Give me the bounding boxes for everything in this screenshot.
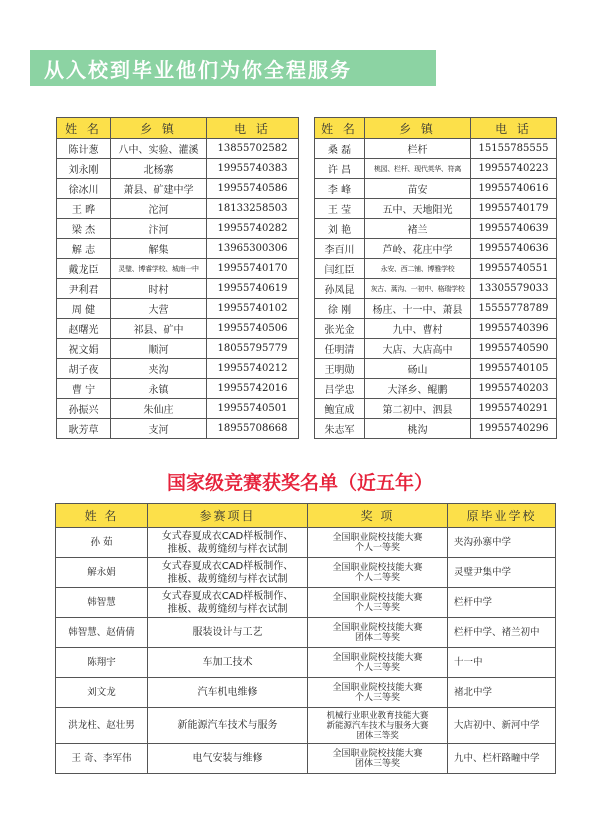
contact-phone: 19955740396 <box>471 319 557 339</box>
contact-town: 汴河 <box>111 219 207 239</box>
contact-name: 刘 艳 <box>315 219 365 239</box>
table-row <box>57 139 299 159</box>
contact-phone: 19955740551 <box>471 259 557 279</box>
table-row <box>57 159 299 179</box>
table-row <box>315 279 557 299</box>
contact-name: 李百川 <box>315 239 365 259</box>
project-line: 推板、裁剪缝纫与样衣试制 <box>167 603 288 615</box>
table-row <box>57 239 299 259</box>
award-cell <box>308 648 448 678</box>
contact-name: 桑 磊 <box>315 139 365 159</box>
student-name: 洪龙柱、赵壮男 <box>56 708 148 744</box>
contact-name: 鲍宜成 <box>315 399 365 419</box>
contact-phone: 19955740170 <box>207 259 299 279</box>
project-line: 女式春夏成衣CAD样板制作、 <box>161 560 294 572</box>
section-banner <box>30 50 436 86</box>
table-row <box>315 319 557 339</box>
contact-town: 解集 <box>111 239 207 259</box>
project-cell <box>148 618 308 648</box>
award-line: 全国职业院校技能大赛 <box>332 622 423 633</box>
contact-town: 灰古、蒿沟、一初中、格瑞学校 <box>365 279 471 299</box>
table-row <box>315 199 557 219</box>
award-cell <box>308 528 448 558</box>
table-row <box>57 199 299 219</box>
table-row <box>57 299 299 319</box>
table-row <box>315 359 557 379</box>
contact-phone: 13965300306 <box>207 239 299 259</box>
table-row <box>315 219 557 239</box>
award-line: 全国职业院校技能大赛 <box>332 592 423 603</box>
contact-name: 戴龙臣 <box>57 259 111 279</box>
contact-name: 吕学忠 <box>315 379 365 399</box>
contact-town: 第二初中、泗县 <box>365 399 471 419</box>
table-row <box>57 219 299 239</box>
contact-name: 闫红臣 <box>315 259 365 279</box>
contact-phone: 19955740636 <box>471 239 557 259</box>
project-cell <box>148 558 308 588</box>
table-row <box>315 299 557 319</box>
award-line: 个人三等奖 <box>354 602 400 613</box>
award-line: 全国职业院校技能大赛 <box>332 682 423 693</box>
contact-name: 尹利君 <box>57 279 111 299</box>
col-project-header: 参赛项目 <box>148 504 308 528</box>
contact-phone: 19955740223 <box>471 159 557 179</box>
award-line: 团体二等奖 <box>354 632 400 643</box>
project-cell <box>148 678 308 708</box>
contact-name: 祝文娟 <box>57 339 111 359</box>
contact-town: 桃园、栏杆、现代英华、符离 <box>365 159 471 179</box>
contact-town: 苗安 <box>365 179 471 199</box>
award-cell <box>308 744 448 774</box>
table-row <box>315 399 557 419</box>
table-row <box>57 379 299 399</box>
contact-phone: 18955708668 <box>207 419 299 439</box>
project-line: 电气安装与维修 <box>192 753 263 764</box>
origin-school: 褚北中学 <box>448 678 556 708</box>
contact-phone: 19955740212 <box>207 359 299 379</box>
contact-name: 刘永刚 <box>57 159 111 179</box>
project-cell <box>148 528 308 558</box>
contact-name: 张光金 <box>315 319 365 339</box>
contact-name: 许 昌 <box>315 159 365 179</box>
student-name: 韩智慧、赵倩倩 <box>56 618 148 648</box>
contact-phone: 19955740586 <box>207 179 299 199</box>
contact-town: 大营 <box>111 299 207 319</box>
project-line: 女式春夏成衣CAD样板制作、 <box>161 590 294 602</box>
contact-phone: 19955740383 <box>207 159 299 179</box>
contact-phone: 19955740203 <box>471 379 557 399</box>
award-line: 全国职业院校技能大赛 <box>332 748 423 759</box>
contact-phone: 19955740179 <box>471 199 557 219</box>
contact-phone: 19955740501 <box>207 399 299 419</box>
table-row <box>315 159 557 179</box>
contact-phone: 15555778789 <box>471 299 557 319</box>
contact-town: 灵璧、博睿学校、城南一中 <box>111 259 207 279</box>
col-town-header: 乡 镇 <box>365 118 471 139</box>
award-line: 个人三等奖 <box>354 662 400 673</box>
contact-phone: 18055795779 <box>207 339 299 359</box>
award-cell <box>308 618 448 648</box>
contact-town: 朱仙庄 <box>111 399 207 419</box>
table-row <box>56 708 556 744</box>
contact-town: 顺河 <box>111 339 207 359</box>
table-row <box>315 179 557 199</box>
table-row <box>57 179 299 199</box>
award-cell <box>308 678 448 708</box>
contact-name: 陈计葱 <box>57 139 111 159</box>
contact-town: 砀山 <box>365 359 471 379</box>
table-row <box>56 588 556 618</box>
contact-name: 王 晔 <box>57 199 111 219</box>
contact-town: 芦岭、花庄中学 <box>365 239 471 259</box>
contact-town: 萧县、矿建中学 <box>111 179 207 199</box>
contact-phone: 15155785555 <box>471 139 557 159</box>
banner-title: 从入校到毕业他们为你全程服务 <box>44 58 352 82</box>
contact-town: 永安、西二铺、博雅学校 <box>365 259 471 279</box>
project-line: 推板、裁剪缝纫与样衣试制 <box>167 543 288 555</box>
contact-phone: 19955742016 <box>207 379 299 399</box>
table-row <box>315 379 557 399</box>
contacts-table-left <box>56 117 299 439</box>
award-cell <box>308 708 448 744</box>
table-row <box>56 744 556 774</box>
contact-phone: 19955740616 <box>471 179 557 199</box>
contact-phone: 13855702582 <box>207 139 299 159</box>
contact-name: 李 峰 <box>315 179 365 199</box>
table-row <box>56 648 556 678</box>
contact-phone: 19955740506 <box>207 319 299 339</box>
contact-phone: 19955740590 <box>471 339 557 359</box>
award-line: 团体三等奖 <box>356 730 399 741</box>
origin-school: 栏杆中学、褚兰初中 <box>448 618 556 648</box>
contact-town: 大店、大店高中 <box>365 339 471 359</box>
awards-table <box>55 503 556 774</box>
contact-phone: 18133258503 <box>207 199 299 219</box>
table-row <box>57 259 299 279</box>
project-line: 推板、裁剪缝纫与样衣试制 <box>167 573 288 585</box>
contact-town: 杨庄、十一中、萧县 <box>365 299 471 319</box>
table-row <box>56 558 556 588</box>
contact-name: 王明勋 <box>315 359 365 379</box>
origin-school: 大店初中、新河中学 <box>448 708 556 744</box>
table-row <box>57 319 299 339</box>
awards-title: 国家级竞赛获奖名单（近五年） <box>166 472 433 494</box>
table-row <box>315 339 557 359</box>
contact-town: 大泽乡、鲲鹏 <box>365 379 471 399</box>
table-row <box>315 419 557 439</box>
award-line: 个人一等奖 <box>354 542 400 553</box>
contact-name: 徐 刚 <box>315 299 365 319</box>
contact-name: 曹 宁 <box>57 379 111 399</box>
contact-town: 八中、实验、灌溪 <box>111 139 207 159</box>
contact-phone: 19955740282 <box>207 219 299 239</box>
contact-town: 桃沟 <box>365 419 471 439</box>
col-award-header: 奖 项 <box>308 504 448 528</box>
award-line: 全国职业院校技能大赛 <box>332 652 423 663</box>
contact-name: 徐冰川 <box>57 179 111 199</box>
col-phone-header: 电 话 <box>207 118 299 139</box>
contact-town: 时村 <box>111 279 207 299</box>
contact-town: 沱河 <box>111 199 207 219</box>
award-line: 全国职业院校技能大赛 <box>332 562 423 573</box>
project-cell <box>148 588 308 618</box>
origin-school: 灵璧尹集中学 <box>448 558 556 588</box>
project-line: 女式春夏成衣CAD样板制作、 <box>161 530 294 542</box>
table-row <box>57 419 299 439</box>
contact-name: 耿芳草 <box>57 419 111 439</box>
origin-school: 夹沟孙寨中学 <box>448 528 556 558</box>
contact-name: 周 健 <box>57 299 111 319</box>
award-line: 机械行业职业教育技能大赛 <box>326 710 429 721</box>
contact-phone: 13305579033 <box>471 279 557 299</box>
table-row <box>315 239 557 259</box>
project-cell <box>148 708 308 744</box>
award-line: 个人三等奖 <box>354 692 400 703</box>
contact-name: 朱志军 <box>315 419 365 439</box>
contact-phone: 19955740296 <box>471 419 557 439</box>
table-row <box>56 678 556 708</box>
award-cell <box>308 558 448 588</box>
contact-town: 永镇 <box>111 379 207 399</box>
contact-name: 王 莹 <box>315 199 365 219</box>
project-line: 服装设计与工艺 <box>192 627 263 638</box>
project-line: 新能源汽车技术与服务 <box>177 720 278 731</box>
contact-town: 祁县、矿中 <box>111 319 207 339</box>
contact-phone: 19955740639 <box>471 219 557 239</box>
table-row <box>57 399 299 419</box>
contact-town: 北杨寨 <box>111 159 207 179</box>
col-town-header: 乡 镇 <box>111 118 207 139</box>
contact-town: 褚兰 <box>365 219 471 239</box>
project-cell <box>148 648 308 678</box>
award-line: 新能源汽车技术与服务大赛 <box>326 720 429 731</box>
project-cell <box>148 744 308 774</box>
contact-name: 解 志 <box>57 239 111 259</box>
contact-phone: 19955740105 <box>471 359 557 379</box>
contacts-table-right <box>314 117 557 439</box>
table-row <box>56 618 556 648</box>
student-name: 王 奇、李军伟 <box>56 744 148 774</box>
contact-phone: 19955740619 <box>207 279 299 299</box>
contact-name: 孙振兴 <box>57 399 111 419</box>
col-school-header: 原毕业学校 <box>448 504 556 528</box>
contact-town: 九中、曹村 <box>365 319 471 339</box>
project-line: 车加工技术 <box>202 657 253 668</box>
table-row <box>315 139 557 159</box>
col-name-header: 姓 名 <box>315 118 365 139</box>
table-row <box>57 359 299 379</box>
contact-town: 夹沟 <box>111 359 207 379</box>
col-phone-header: 电 话 <box>471 118 557 139</box>
student-name: 韩智慧 <box>56 588 148 618</box>
contact-name: 孙凤昆 <box>315 279 365 299</box>
table-row <box>57 339 299 359</box>
origin-school: 九中、栏杆路疃中学 <box>448 744 556 774</box>
contact-name: 赵曙光 <box>57 319 111 339</box>
contact-town: 栏杆 <box>365 139 471 159</box>
project-line: 汽车机电维修 <box>197 687 258 698</box>
award-line: 个人二等奖 <box>354 572 400 583</box>
student-name: 陈翔宇 <box>56 648 148 678</box>
contact-town: 五中、天地阳光 <box>365 199 471 219</box>
award-cell <box>308 588 448 618</box>
student-name: 刘文龙 <box>56 678 148 708</box>
table-row <box>57 279 299 299</box>
student-name: 解永娟 <box>56 558 148 588</box>
contact-phone: 19955740102 <box>207 299 299 319</box>
student-name: 孙 茹 <box>56 528 148 558</box>
origin-school: 十一中 <box>448 648 556 678</box>
contact-name: 梁 杰 <box>57 219 111 239</box>
col-name-header: 姓 名 <box>57 118 111 139</box>
contact-name: 胡子夜 <box>57 359 111 379</box>
award-line: 全国职业院校技能大赛 <box>332 532 423 543</box>
award-line: 团体三等奖 <box>354 758 400 769</box>
origin-school: 栏杆中学 <box>448 588 556 618</box>
table-row <box>315 259 557 279</box>
contact-town: 支河 <box>111 419 207 439</box>
contact-phone: 19955740291 <box>471 399 557 419</box>
contact-name: 任明清 <box>315 339 365 359</box>
col-student-header: 姓 名 <box>56 504 148 528</box>
table-row <box>56 528 556 558</box>
